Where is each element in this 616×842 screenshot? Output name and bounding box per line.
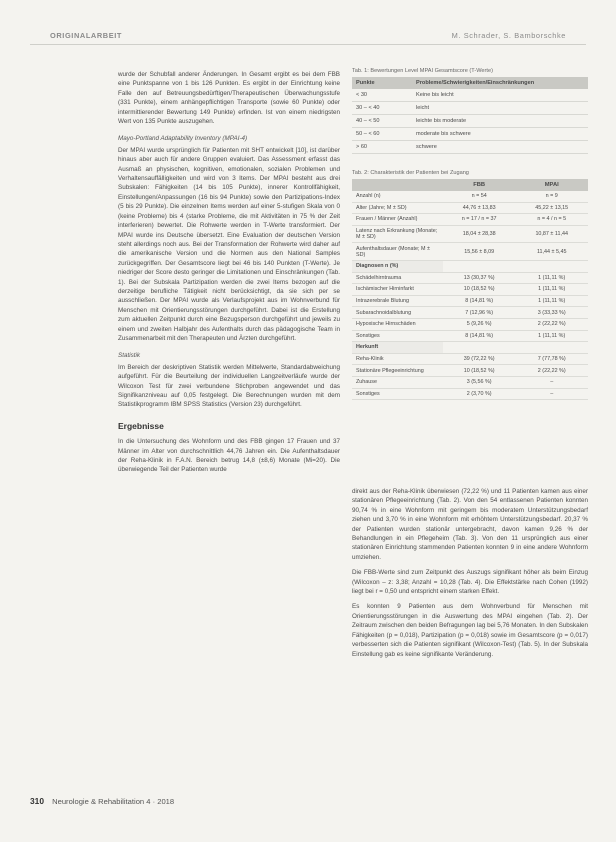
paragraph: Die FBB-Werte sind zum Zeitpunkt des Auszugs signifikant höher als beim Einzug (Wilcoxon – z: 3,38; Anzahl = 10,28 (Tab. 4). Die Effektstärke nach Cohen (1992) liegt bei r = 0,50 und entspricht einem starken Effekt. [352, 569, 588, 596]
table-cell: 15,56 ± 8,09 [443, 243, 516, 261]
table-row [352, 272, 588, 284]
paragraph: In die Untersuchung des Wohnform und des FBB gingen 17 Frauen und 37 Männer im Alter von durchschnittlich 44,76 Jahren ein. Die Aufenthaltsdauer der Reha-Klinik in F.A.N. Bereich betrug 14,8 (±8,6) Monate (Mi=20). Die überwiegende Teil der Patienten wurde [118, 438, 340, 474]
table-row [352, 191, 588, 202]
table-cell: 18,04 ± 28,38 [443, 225, 516, 243]
table1-header-cell: Probleme/Schwierigkeiten/Einschränkungen [412, 77, 588, 89]
table-cell: Hypoxische Hirnschäden [352, 318, 443, 330]
table-cell: 3 (5,56 %) [443, 376, 516, 388]
table-cell: 2 (3,70 %) [443, 388, 516, 400]
table-cell: Schädelhirntrauma [352, 272, 443, 284]
table-cell: Alter (Jahre; M ± SD) [352, 202, 443, 214]
table2-header-cell: MPAI [515, 179, 588, 191]
table-cell: Keine bis leicht [412, 89, 588, 102]
table-cell: 40 – < 50 [352, 115, 412, 128]
table-cell [515, 342, 588, 354]
table-row [352, 141, 588, 154]
table-row [352, 318, 588, 330]
paragraph: direkt aus der Reha-Klinik überwiesen (72,22 %) und 11 Patienten kamen aus einer stationären Pflegeeinrichtung (Tab. 2). Von den 54 entlassenen Patienten konnten 90,74 % in eine Wohnform mit geringem bis moderatem Unterstützungsbedarf ziehen und 3,70 % in eine Wohnform mit erhöhtem Unterstützungsbedarf. 20,37 % der Patienten wurden stationär untergebracht, davon kamen 9,26 % der Behandlungen in ein Pflegeheim (Tab. 3). Von den 11 ursprünglich aus einer stationären Einrichtung stammenden Patienten konnten 9 in eine andere Wohnform umziehen. [352, 488, 588, 561]
left-text-column [118, 70, 340, 483]
table-row [352, 330, 588, 342]
subheading-mpai: Mayo-Portland Adaptability Inventory (MPAI-4) [118, 135, 248, 143]
table-cell: 45,22 ± 13,15 [515, 202, 588, 214]
paragraph: wurde der Schubfall anderer Änderungen. In Gesamt ergibt es bei dem FBB eine Punktspanne von 1 bis 126 Punkten. Es ergibt in der Einrichtung keine Falle den auf Betreuungsbedürftigen/Therapeutischen Überwachungsstufe (331 Punkte), einem anhängepflichtigen Transporte (sowie 60 Punkte) oder intermittierender Bewertung 149 Punkte) erfinden. Ist von einem niedrigsten Wert von 135 Punkte auszugehen. [118, 71, 340, 126]
table-row [352, 202, 588, 214]
table-cell: 11,44 ± 5,45 [515, 243, 588, 261]
table-cell: Anzahl (n) [352, 191, 443, 202]
table-cell: Diagnosen n (%) [352, 260, 443, 272]
table-row [352, 353, 588, 365]
table-cell: Reha-Klinik [352, 353, 443, 365]
table-row [352, 307, 588, 319]
section-heading-ergebnisse: Ergebnisse [118, 420, 164, 431]
table-cell: < 30 [352, 89, 412, 102]
table2-header-cell: FBB [443, 179, 516, 191]
table-cell: 30 – < 40 [352, 102, 412, 115]
table-cell [443, 342, 516, 354]
table-cell: moderate bis schwere [412, 128, 588, 141]
right-text-column [352, 487, 588, 665]
table-row [352, 295, 588, 307]
table-row [352, 376, 588, 388]
table-cell: n = 17 / n = 37 [443, 214, 516, 226]
table-cell: 1 (11,11 %) [515, 284, 588, 296]
table-cell: 39 (72,22 %) [443, 353, 516, 365]
table-row [352, 115, 588, 128]
table-row [352, 243, 588, 261]
table-cell: – [515, 388, 588, 400]
table-cell: 44,76 ± 13,83 [443, 202, 516, 214]
table2-header-cell [352, 179, 443, 191]
table-group-row [352, 260, 588, 272]
table-cell [515, 260, 588, 272]
table-cell: Aufenthaltsdauer (Monate; M ± SD) [352, 243, 443, 261]
table2-caption: Tab. 2: Charakteristik der Patienten bei Zugang [352, 170, 469, 176]
paragraph: Es konnten 9 Patienten aus dem Wohnverbund für Menschen mit Orientierungsstörungen in die Auswertung des MPAI eingehen (Tab. 2). Der Zeitraum zwischen den beiden Befragungen lag bei 5,76 Monaten. In den Subskalen Fähigkeiten (p = 0,018), Partizipation (p = 0,018) sowie im Gesamtscore (p = 0,017) verbesserten sich die Patienten signifikant (Wilcoxon-Test) (Tab. 5). In der Subskala Einstellung gab es keine signifikante Veränderung. [352, 603, 588, 658]
author-names: M. Schrader, S. Bamborschke [451, 31, 566, 40]
table-cell: 8 (14,81 %) [443, 295, 516, 307]
table2-patient-characteristics [352, 179, 588, 400]
table-cell: Ischämischer Hirninfarkt [352, 284, 443, 296]
table1-caption: Tab. 1: Bewertungen Level MPAI Gesamtscore (T-Werte) [352, 68, 493, 74]
subheading-statistik: Statistik [118, 352, 141, 360]
table-row [352, 388, 588, 400]
paragraph: Im Bereich der deskriptiven Statistik werden Mittelwerte, Standardabweichung aufgeführt. Für die Beurteilung der individuellen Langzeitverläufe wurde der Wilcoxon Test für zwei verbundene Stichproben angewendet und das Signifikanzniveau auf 0,05 festgelegt. Die Berechnungen wurden mit dem Statistikprogramm IBM SPSS Statistics (Version 23) durchgeführt. [118, 363, 340, 409]
table-row [352, 89, 588, 102]
table-group-row [352, 342, 588, 354]
table-row [352, 102, 588, 115]
table-cell: 2 (22,22 %) [515, 318, 588, 330]
table-cell: leicht [412, 102, 588, 115]
table-cell: 1 (11,11 %) [515, 330, 588, 342]
table-cell: Sonstiges [352, 388, 443, 400]
table-row [352, 284, 588, 296]
table-cell: Zuhause [352, 376, 443, 388]
table1-header-cell: Punkte [352, 77, 412, 89]
table-cell: n = 54 [443, 191, 516, 202]
table-cell: Sonstiges [352, 330, 443, 342]
table-cell: 10 (18,52 %) [443, 284, 516, 296]
page-footer [30, 796, 330, 806]
table-cell: 13 (30,37 %) [443, 272, 516, 284]
table-cell: 1 (11,11 %) [515, 295, 588, 307]
table-cell: n = 9 [515, 191, 588, 202]
table-row [352, 365, 588, 377]
table-cell: Subarachnoidalblutung [352, 307, 443, 319]
paragraph: Der MPAI wurde ursprünglich für Patienten mit SHT entwickelt [10], ist darüber hinaus aber auch für andere Gruppen evaluiert. Das Assessment erfasst das Ausmaß an physischen, kognitiven, emotionalen, sozialen Problemen und Verhaltensauffälligkeiten und wird von 3 Items. Der MPAI besteht aus drei Subskalen: Fähigkeiten (14 bis 105 Punkte), innerer Kontrollfähigkeit, Einstellungen/Anpassungen (16 bis 94 Punkte) sowie den Partizipations-Index (5 bis 29 Punkte). Die einzelnen Items werden auf einer 5-stufigen Skala von 0 (keine Probleme) bis 4 (starke Probleme, die mit Aktivitäten in 75 % der Zeit interferieren) bewertet. Die Rohwerte werden in T-Werte transformiert. Der MPAI wurde ins Deutsche übersetzt. Eine Evaluation der deutschen Version steht allerdings noch aus. Bei der Transformation der Rohwerte wird daher auf die amerikanische Version und die Normen aus den National Samples zurückgegriffen. Der Gesamtscore liegt bei 46 bis 140 Punkten (T-Werte). Je niedriger der Score desto geringer die Limitationen und Einschränkungen (Tab. 1). Bei der Subskala Partizipation werden die zwei Items bezogen auf die derzeitige berufliche Tätigkeit nicht berücksichtigt, da sie sich per se ausschließen. Der MPAI wurde als Verlaufsprojekt aus im Wohnverbund für Menschen mit Orientierungsstörungen durchgeführt. Dabei ist die Erstellung zum aktuellen Zeitpunkt durch eine Bezugsperson durchgeführt und jeweils zu einem und zweiten Halbjahr des Aufenthalts durch das pädagogische Team in Zusammenarbeit mit den Therapeuten und Ärzten durchgeführt. [118, 146, 340, 342]
table-cell: 7 (77,78 %) [515, 353, 588, 365]
table-row [352, 214, 588, 226]
table-cell: n = 4 / n = 5 [515, 214, 588, 226]
table-cell: 2 (22,22 %) [515, 365, 588, 377]
table-cell: 8 (14,81 %) [443, 330, 516, 342]
table-cell: Herkunft [352, 342, 443, 354]
table-cell [443, 260, 516, 272]
journal-name: Neurologie & Rehabilitation 4 · 2018 [52, 797, 175, 806]
table-row [352, 225, 588, 243]
table-cell: Frauen / Männer (Anzahl) [352, 214, 443, 226]
table-cell: schwere [412, 141, 588, 154]
table-cell: 5 (9,26 %) [443, 318, 516, 330]
table-cell: 3 (33,33 %) [515, 307, 588, 319]
table-cell: 10 (18,52 %) [443, 365, 516, 377]
table-cell: leichte bis moderate [412, 115, 588, 128]
section-label: ORIGINALARBEIT [50, 31, 123, 40]
table-cell: 1 (11,11 %) [515, 272, 588, 284]
right-tables-column [352, 68, 588, 400]
table-cell: 10,87 ± 11,44 [515, 225, 588, 243]
table1-mpai-levels [352, 77, 588, 154]
table-row [352, 128, 588, 141]
table-cell: 50 – < 60 [352, 128, 412, 141]
table-cell: – [515, 376, 588, 388]
table-cell: Stationäre Pflegeeinrichtung [352, 365, 443, 377]
table-cell: Intrazerebrale Blutung [352, 295, 443, 307]
table-cell: 7 (12,96 %) [443, 307, 516, 319]
page-number: 310 [30, 796, 44, 806]
table-cell: > 60 [352, 141, 412, 154]
table-cell: Latenz nach Erkrankung (Monate; M ± SD) [352, 225, 443, 243]
running-header [30, 28, 586, 45]
